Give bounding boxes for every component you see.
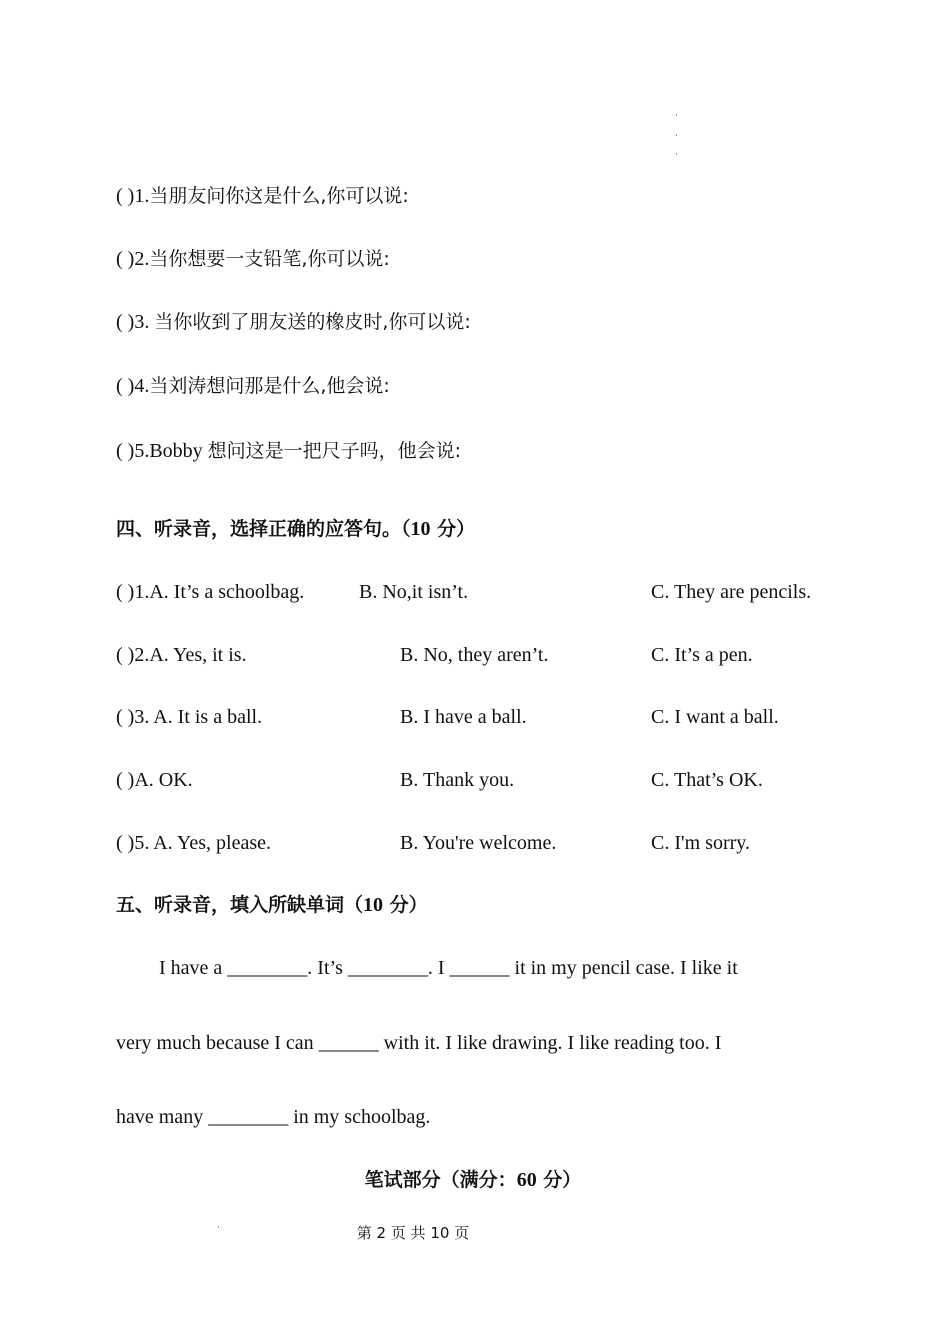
- question-item: [116, 437, 461, 465]
- cloze-line: I have a ________. It’s ________. I ______ it in my pencil case. I like it: [159, 957, 738, 979]
- heading-score: 10: [363, 894, 384, 916]
- heading-score: 10: [410, 518, 431, 540]
- cloze-line: have many ________ in my schoolbag.: [116, 1106, 431, 1128]
- question-item: [116, 182, 409, 210]
- written-title-text: 笔试部分（满分：: [364, 1169, 517, 1191]
- question-prefix: ( )5.Bobby: [116, 440, 208, 462]
- question-item: [116, 308, 471, 336]
- option-a: ( )5. A. Yes, please.: [116, 832, 271, 854]
- question-item: [116, 372, 390, 400]
- option-b: B. You're welcome.: [400, 832, 557, 854]
- written-title-score: 60: [516, 1169, 537, 1191]
- question-prefix: ( )2.: [116, 248, 150, 270]
- scan-mark: [676, 114, 677, 116]
- question-prefix: ( )4.: [116, 375, 150, 397]
- option-b: B. No, they aren’t.: [400, 644, 549, 666]
- question-text: 当你想要一支铅笔,你可以说:: [149, 248, 390, 270]
- question-prefix: ( )1.: [116, 185, 150, 207]
- written-title-end: 分）: [536, 1169, 582, 1191]
- option-b: B. Thank you.: [400, 769, 515, 791]
- heading-text: 四、听录音，选择正确的应答句。（: [116, 518, 411, 540]
- question-prefix: ( )3.: [116, 311, 155, 333]
- page-number: 第 2 页 共 10 页: [356, 1224, 470, 1242]
- section-heading: [116, 891, 428, 919]
- option-b: B. No,it isn’t.: [359, 581, 469, 603]
- cloze-line: very much because I can ______ with it. I like drawing. I like reading too. I: [116, 1032, 722, 1054]
- option-c: C. That’s OK.: [651, 769, 763, 791]
- question-item: [116, 245, 390, 273]
- option-c: C. I want a ball.: [651, 706, 779, 728]
- scan-mark: [676, 134, 677, 136]
- option-c: C. I'm sorry.: [651, 832, 750, 854]
- option-a: ( )3. A. It is a ball.: [116, 706, 263, 728]
- question-text: 当你收到了朋友送的橡皮时,你可以说:: [154, 311, 471, 333]
- option-a: ( )A. OK.: [116, 769, 193, 791]
- option-c: C. It’s a pen.: [651, 644, 753, 666]
- question-text: 想问这是一把尺子吗，他会说:: [207, 440, 462, 462]
- heading-end: 分）: [383, 894, 428, 916]
- option-b: B. I have a ball.: [400, 706, 527, 728]
- heading-end: 分）: [430, 518, 476, 540]
- option-c: C. They are pencils.: [651, 581, 812, 603]
- scan-mark: [676, 153, 677, 155]
- question-text: 当朋友问你这是什么,你可以说:: [149, 185, 409, 207]
- section-heading: [116, 515, 475, 543]
- heading-text: 五、听录音，填入所缺单词（: [116, 894, 364, 916]
- written-part-title: [0, 1166, 948, 1194]
- question-text: 当刘涛想问那是什么,他会说:: [149, 375, 390, 397]
- option-a: ( )1.A. It’s a schoolbag.: [116, 581, 305, 603]
- option-a: ( )2.A. Yes, it is.: [116, 644, 247, 666]
